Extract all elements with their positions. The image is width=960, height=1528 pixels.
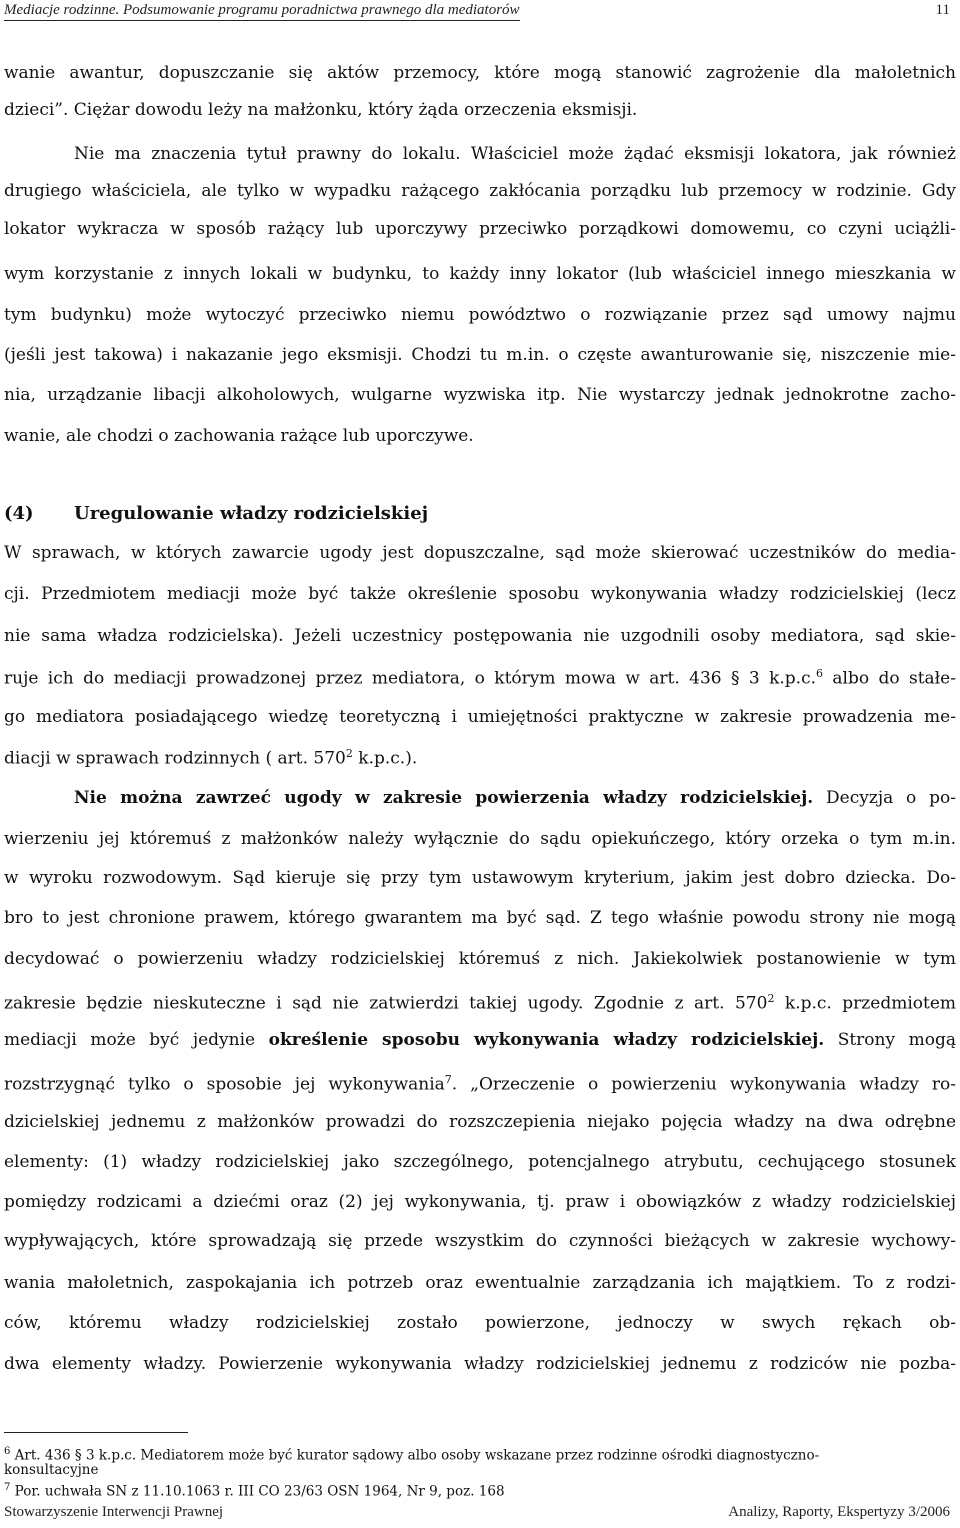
line-text: k.p.c. przedmiotem xyxy=(774,993,957,1014)
text-line: W sprawach, w których zawarcie ugody jest dopuszczalne, sąd może skierować uczestników do media- xyxy=(4,543,956,563)
text-line: go mediatora posiadającego wiedzę teoretyczną i umiejętności praktyczne w zakresie prowadzenia me- xyxy=(4,707,956,727)
line-text: albo do stałe- xyxy=(823,668,956,689)
text-line: Nie ma znaczenia tytuł prawny do lokalu. Właściciel może żądać eksmisji lokatora, jak również xyxy=(74,144,956,164)
line-text: rozstrzygnąć tylko o sposobie jej wykonywania xyxy=(4,1074,445,1095)
header-title: Mediacje rodzinne. Podsumowanie programu poradnictwa prawnego dla mediatorów xyxy=(4,0,520,21)
line-text: zakresie będzie nieskuteczne i sąd nie zatwierdzi takiej ugody. Zgodnie z art. 570 xyxy=(4,993,768,1014)
line-text: Decyzja o po- xyxy=(813,788,956,808)
text-line: (jeśli jest takowa) i nakazanie jego eksmisji. Chodzi tu m.in. o częste awanturowanie się, niszczenie mie- xyxy=(4,345,956,365)
running-header xyxy=(4,0,954,24)
text-line: w wyroku rozwodowym. Sąd kieruje się przy tym ustawowym kryterium, jakim jest dobro dziecka. Do- xyxy=(4,868,956,888)
text-line: wierzeniu jej któremuś z małżonków należy wyłącznie do sądu opiekuńczego, który orzeka o tym m.in. xyxy=(4,829,956,849)
text-line xyxy=(4,987,956,1016)
text-line: bro to jest chronione prawem, którego gwarantem ma być sąd. Z tego właśnie powodu strony nie mogą xyxy=(4,908,956,928)
text-line: cji. Przedmiotem mediacji może być także określenie sposobu wykonywania władzy rodzicielskiej (lecz xyxy=(4,584,956,604)
text-line xyxy=(4,662,956,691)
text-line: wanie, ale chodzi o zachowania rażące lub uporczywe. xyxy=(4,426,474,446)
footer-publication: Analizy, Raporty, Ekspertyzy 3/2006 xyxy=(728,1504,950,1520)
text-line xyxy=(4,1068,956,1097)
bold-lead: Nie można zawrzeć ugody w zakresie powierzenia władzy rodzicielskiej. xyxy=(74,788,814,808)
text-line: drugiego właściciela, ale tylko w wypadku rażącego zakłócania porządku lub przemocy w rodzinie. Gdy xyxy=(4,181,956,201)
text-line: nia, urządzanie libacji alkoholowych, wulgarne wyzwiska itp. Nie wystarczy jednak jednokrotne zacho- xyxy=(4,385,956,405)
text-line xyxy=(4,742,956,771)
text-line: wypływających, które sprowadzają się przede wszystkim do czynności bieżących w zakresie wychowy- xyxy=(4,1231,956,1251)
line-text: ruje ich do mediacji prowadzonej przez mediatora, o którym mowa w art. 436 § 3 k.p.c. xyxy=(4,668,816,689)
footnote-text: Por. uchwała SN z 11.10.1063 r. III CO 23/63 OSN 1964, Nr 9, poz. 168 xyxy=(10,1483,505,1500)
line-text: diacji w sprawach rodzinnych ( art. 570 xyxy=(4,748,346,769)
footnote-ref-6: 6 xyxy=(816,667,823,680)
text-line: lokator wykracza w sposób rażący lub uporczywy przeciwko porządkowi domowemu, co czyni uciążli- xyxy=(4,219,956,239)
running-footer xyxy=(4,1504,954,1526)
line-text: Strony mogą xyxy=(824,1030,956,1050)
section-title: Uregulowanie władzy rodzicielskiej xyxy=(74,503,429,524)
bold-phrase: określenie sposobu wykonywania władzy rodzicielskiej. xyxy=(268,1030,825,1050)
text-line xyxy=(74,786,956,810)
line-text: mediacji może być jedynie xyxy=(4,1030,269,1050)
text-line xyxy=(4,1028,956,1052)
section-number: (4) xyxy=(4,503,34,524)
text-line: elementy: (1) władzy rodzicielskiej jako szczególnego, potencjalnego atrybutu, cechującego stosunek xyxy=(4,1152,956,1172)
text-line: nie sama władza rodzicielska). Jeżeli uczestnicy postępowania nie uzgodnili osoby mediatora, sąd skie- xyxy=(4,626,956,646)
text-line: dzieci”. Ciężar dowodu leży na małżonku, który żąda orzeczenia eksmisji. xyxy=(4,100,638,120)
text-line: dzicielskiej jednemu z małżonków prowadzi do rozszczepienia niejako pojęcia władzy na dwa odrębne xyxy=(4,1112,956,1132)
footnote-7 xyxy=(4,1479,956,1501)
footnote-mark: 6 xyxy=(4,1446,11,1457)
text-line: tym budynku) może wytoczyć przeciwko niemu powództwo o rozwiązanie przez sąd umowy najmu xyxy=(4,305,956,325)
text-line: decydować o powierzeniu władzy rodzicielskiej któremuś z nich. Jakiekolwiek postanowienie w tym xyxy=(4,949,956,969)
text-line: pomiędzy rodzicami a dziećmi oraz (2) jej wykonywania, tj. praw i obowiązków z władzy rodzicielskiej xyxy=(4,1192,956,1212)
footnote-6-continued: konsultacyjne xyxy=(4,1462,99,1478)
superscript: 2 xyxy=(345,747,353,760)
footer-organization: Stowarzyszenie Interwencji Prawnej xyxy=(4,1504,224,1520)
footnote-divider xyxy=(4,1432,188,1433)
footnote-ref-7: 7 xyxy=(444,1073,452,1086)
text-line: wym korzystanie z innych lokali w budynku, to każdy inny lokator (lub właściciel innego mieszkania w xyxy=(4,264,956,284)
superscript: 2 xyxy=(767,992,775,1005)
line-text: . „Orzeczenie o powierzeniu wykonywania władzy ro- xyxy=(451,1074,956,1095)
text-line: wanie awantur, dopuszczanie się aktów przemocy, które mogą stanowić zagrożenie dla małoletnich xyxy=(4,63,956,83)
line-text: k.p.c.). xyxy=(352,748,418,769)
text-line: ców, któremu władzy rodzicielskiej zostało powierzone, jednoczy w swych rękach ob- xyxy=(4,1313,956,1333)
page-number: 11 xyxy=(935,2,950,18)
footnote-text: Art. 436 § 3 k.p.c. Mediatorem może być kurator sądowy albo osoby wskazane przez rodzinne ośrodki diagnostyczno- xyxy=(10,1447,820,1464)
text-line: wania małoletnich, zaspokajania ich potrzeb oraz ewentualnie zarządzania ich majątkiem. To z rodzi- xyxy=(4,1273,956,1293)
footnote-mark: 7 xyxy=(4,1482,11,1493)
section-heading xyxy=(4,501,428,527)
text-line: dwa elementy władzy. Powierzenie wykonywania władzy rodzicielskiej jednemu z rodziców nie pozba- xyxy=(4,1354,956,1374)
